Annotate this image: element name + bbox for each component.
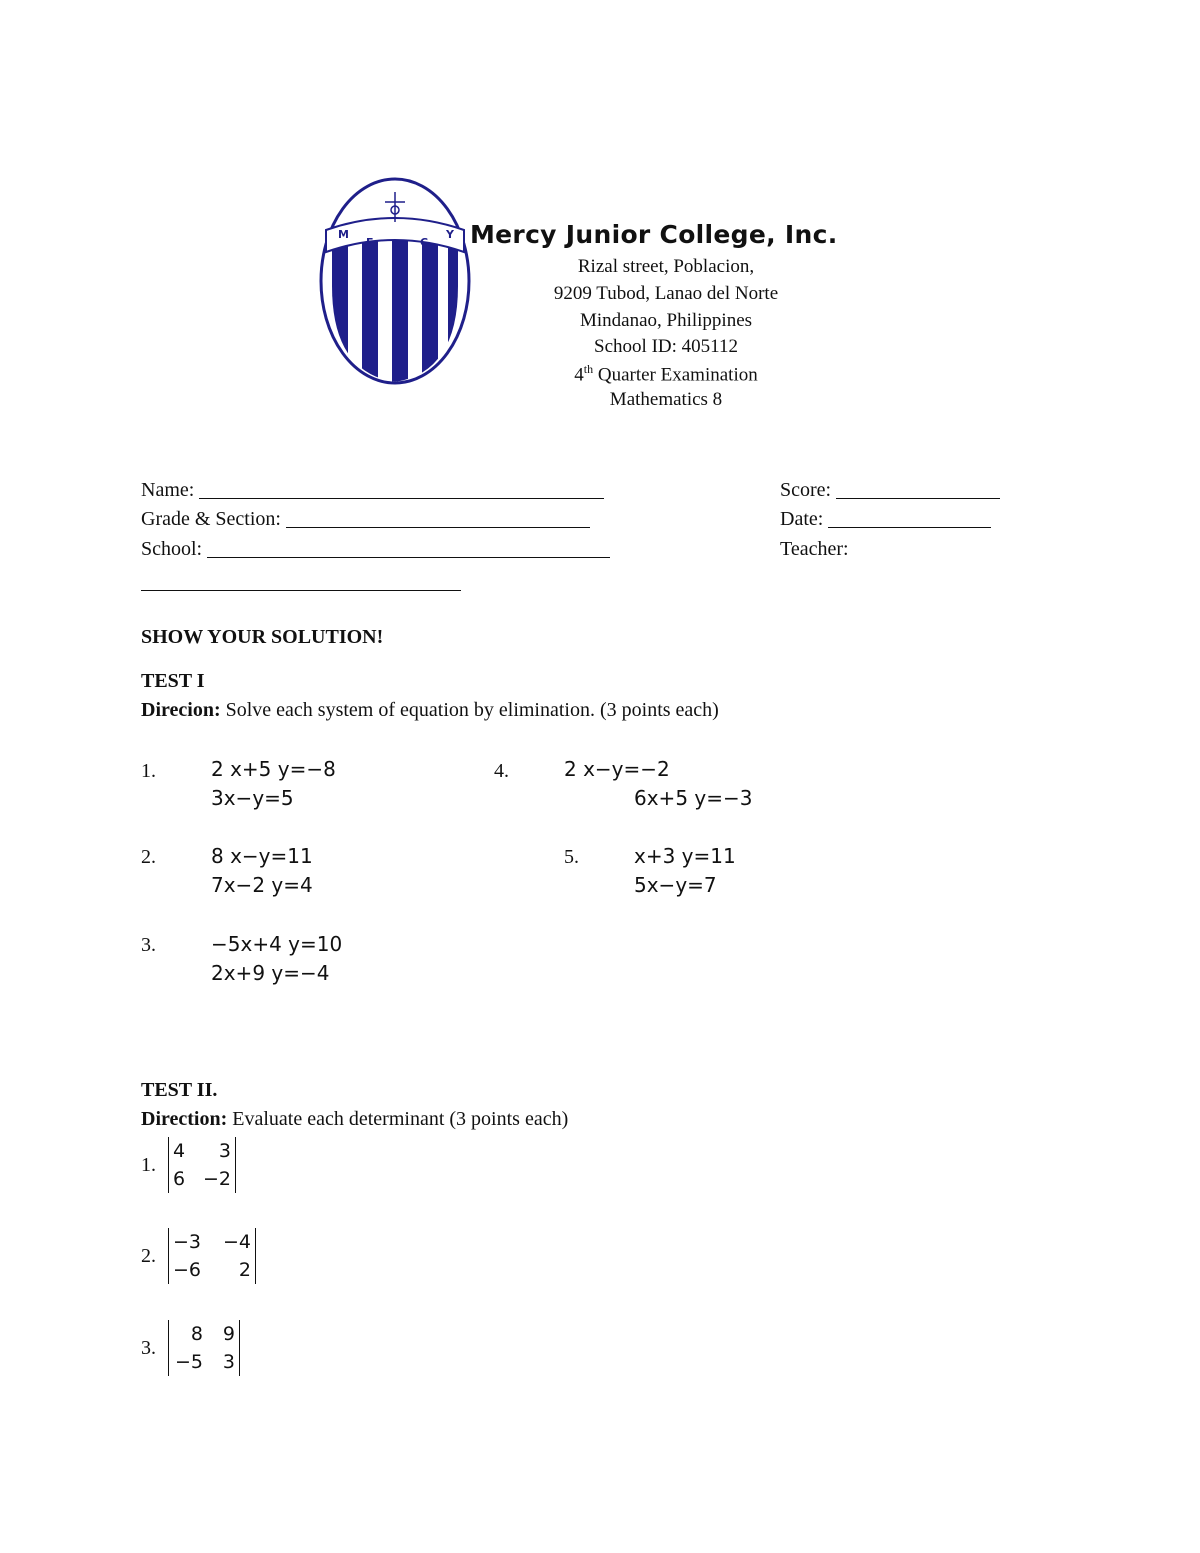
test2-title: TEST II. — [141, 1079, 218, 1101]
name-field[interactable]: Name: — [141, 479, 604, 502]
teacher-answer-line[interactable] — [141, 590, 461, 591]
school-logo — [318, 176, 472, 386]
test1-item-number: 2. — [141, 846, 156, 868]
score-field[interactable]: Score: — [780, 479, 1000, 502]
equation: 7x−2 y=4 — [211, 873, 313, 897]
determinant: −3 −4 −6 2 — [168, 1228, 256, 1284]
equation: 2 x−y=−2 — [564, 757, 670, 781]
grade-section-field[interactable]: Grade & Section: — [141, 508, 590, 531]
determinant: 4 3 6 −2 — [168, 1137, 236, 1193]
address-line-2: 9209 Tubod, Lanao del Norte — [553, 283, 779, 304]
test2-direction: Direction: Evaluate each determinant (3 points each) — [141, 1108, 569, 1130]
equation: x+3 y=11 — [634, 844, 736, 868]
subject-title: Mathematics 8 — [609, 389, 723, 410]
address-line-1: Rizal street, Poblacion, — [577, 256, 755, 277]
show-solution-heading: SHOW YOUR SOLUTION! — [141, 626, 384, 648]
equation: −5x+4 y=10 — [211, 932, 343, 956]
equation: 8 x−y=11 — [211, 844, 313, 868]
test2-item-number: 2. — [141, 1245, 156, 1267]
date-field[interactable]: Date: — [780, 508, 991, 531]
school-field[interactable]: School: — [141, 538, 610, 561]
equation: 2 x+5 y=−8 — [211, 757, 336, 781]
test2-item-number: 3. — [141, 1337, 156, 1359]
address-line-3: Mindanao, Philippines — [579, 310, 753, 331]
test2-item-number: 1. — [141, 1154, 156, 1176]
test1-item-number: 1. — [141, 760, 156, 782]
equation: 5x−y=7 — [634, 873, 717, 897]
test1-title: TEST I — [141, 670, 205, 692]
test1-item-number: 3. — [141, 934, 156, 956]
school-name: Mercy Junior College, Inc. — [470, 220, 838, 249]
teacher-field[interactable]: Teacher: — [780, 538, 849, 560]
logo-letter-e: E — [366, 236, 374, 249]
equation: 2x+9 y=−4 — [211, 961, 330, 985]
equation: 6x+5 y=−3 — [634, 786, 753, 810]
equation: 3x−y=5 — [211, 786, 294, 810]
logo-letter-y: Y — [446, 228, 454, 241]
exam-title: 4th Quarter Examination — [574, 362, 758, 386]
determinant: 8 9 −5 3 — [168, 1320, 240, 1376]
test1-direction: Direcion: Solve each system of equation by elimination. (3 points each) — [141, 699, 719, 721]
logo-letter-m: M — [338, 228, 349, 241]
school-id: School ID: 405112 — [594, 336, 738, 357]
test1-item-number: 5. — [564, 846, 579, 868]
logo-letter-r: R — [392, 238, 401, 251]
test1-item-number: 4. — [494, 760, 509, 782]
logo-letter-c: C — [420, 236, 429, 249]
